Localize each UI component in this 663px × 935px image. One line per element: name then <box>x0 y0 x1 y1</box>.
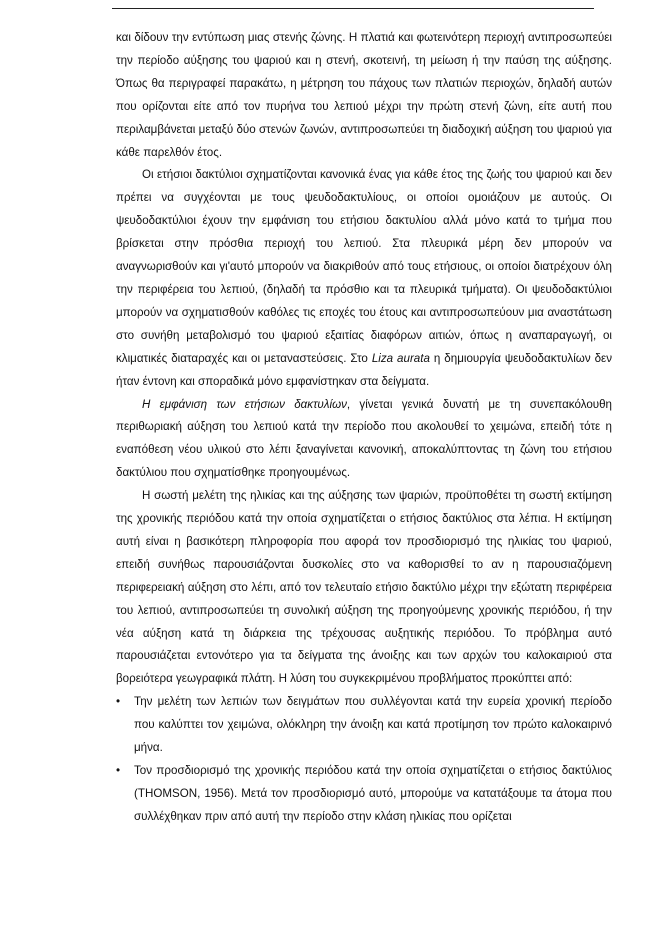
paragraph-2 <box>116 164 612 393</box>
paragraph-4 <box>116 485 612 691</box>
paragraph-3 <box>116 394 612 486</box>
paragraph-3-italic-lead: Η εμφάνιση των ετήσιων δακτυλίων <box>142 397 347 411</box>
list-item <box>116 691 612 760</box>
bullet-icon: • <box>116 764 121 777</box>
list-item <box>116 760 612 829</box>
header-rule <box>112 8 594 9</box>
bullet-icon: • <box>116 695 121 709</box>
paragraph-4-text: Η σωστή μελέτη της ηλικίας και της αύξησης των ψαριών, προϋποθέτει τη σωστή εκτίμηση της χρονικής περιόδου κατά την οποία σχηματίζεται ο ετήσιος δακτύλιος στα λέπια. Η εκτίμηση αυτή είναι η βασικότερη πληροφορία που αφορά τον προσδιορισμό της ηλικίας του ψαριού, επειδή συνήθως παρουσιάζονται δυσκολίες στο να καθορισθεί το αν η παρουσιαζόμενη περιφερειακή αύξηση στο λέπι, από τον τελευταίο ετήσιο δακτύλιο μέχρι την εξώτατη περιφέρεια του λεπιού, αντιπροσωπεύει τη συνολική αύξηση της προηγούμενης χρονικής περιόδου, ή την νέα αύξηση κατά τη διάρκεια της τρέχουσας αυξητικής περιόδου. Το πρόβλημα αυτό παρουσιάζεται εντονότερο για τα δείγματα της άνοιξης και των αρχών του καλοκαιριού στα βορειότερα γεωγραφικά πλάτη. Η λύση του συγκεκριμένου προβλήματος προκύπτει από: <box>116 489 612 686</box>
paragraph-1 <box>116 27 612 164</box>
paragraph-1-text: και δίδουν την εντύπωση μιας στενής ζώνης. Η πλατιά και φωτεινότερη περιοχή αντιπροσωπεύει την περίοδο αύξησης του ψαριού και η στενή, σκοτεινή, τη μείωση ή την παύση της αύξησης. Όπως θα περιγραφεί παρακάτω, η μέτρηση του πάχους των πλατιών περιοχών, δηλαδή αυτών που ορίζονται είτε από τον πυρήνα του λεπιού μέχρι την πρώτη στενή ζώνη, είτε αυτή που περιλαμβάνεται μεταξύ δύο στενών ζωνών, αντιπροσωπεύει τη διαδοχική αύξηση του ψαριού για κάθε παρελθόν έτος. <box>116 31 612 159</box>
paragraph-2-text-after: η δημιουργία ψευδοδακτυλίων δεν ήταν έντονη και σποραδικά μόνο εμφανίστηκαν στα δείγματα. <box>116 351 613 388</box>
document-body <box>116 27 612 829</box>
species-name: Liza aurata <box>371 351 430 365</box>
list-item-text: Τον προσδιορισμό της χρονικής περιόδου κατά την οποία σχηματίζεται ο ετήσιος δακτύλιος (THOMSON, 1956). Μετά τον προσδιορισμό αυτό, μπορούμε να κατατάξουμε τα άτομα που συλλέχθηκαν πριν από αυτή την περίοδο στην κλάση ηλικίας που ορίζεται <box>134 764 612 823</box>
paragraph-2-text-before: Οι ετήσιοι δακτύλιοι σχηματίζονται κανονικά ένας για κάθε έτος της ζωής του ψαριού και δεν πρέπει να συγχέονται με τους ψευδοδακτυλίους, οι οποίοι ομοιάζουν με αυτούς. Οι ψευδοδακτύλιοι έχουν την εμφάνιση του ετήσιου δακτυλίου αλλά μόνο κατά το τμήμα που βρίσκεται στην πρόσθια περιοχή του λεπιού. Στα πλευρικά μέρη δεν μπορούν να αναγνωρισθούν και γι'αυτό μπορούν να διακριθούν από τους ετήσιους, οι οποίοι διατρέχουν όλη την περιφέρεια του λεπιού, (δηλαδή τα πρόσθιο και τα πλευρικά τμήματα). Οι ψευδοδακτύλιοι μπορούν να σχηματισθούν καθόλες τις εποχές του έτους και αντιπροσωπεύουν μια αναστάτωση στο συνήθη μεταβολισμό του ψαριού εξαιτίας διαφόρων αιτιών, όπως η αναπαραγωγή, οι κλιματικές διαταραχές και οι μεταναστεύσεις. Στο <box>116 168 612 365</box>
paragraph-3-text: , γίνεται γενικά δυνατή με τη συνεπακόλουθη περιθωριακή αύξηση του λεπιού κατά την περίοδο που ακολουθεί το χειμώνα, επειδή τότε η εναπόθεση νέου υλικού στο λέπι ξαναγίνεται κανονική, αποκαλύπτοντας τη ζώνη του ετήσιου δακτύλιου που σχηματίσθηκε προηγουμένως. <box>116 397 612 480</box>
list-item-text: Την μελέτη των λεπιών των δειγμάτων που συλλέγονται κατά την ευρεία χρονική περίοδο που καλύπτει τον χειμώνα, ολόκληρη την άνοιξη και κατά προτίμηση τον πρώτο καλοκαιρινό μήνα. <box>134 695 612 755</box>
bullet-list <box>116 691 612 828</box>
